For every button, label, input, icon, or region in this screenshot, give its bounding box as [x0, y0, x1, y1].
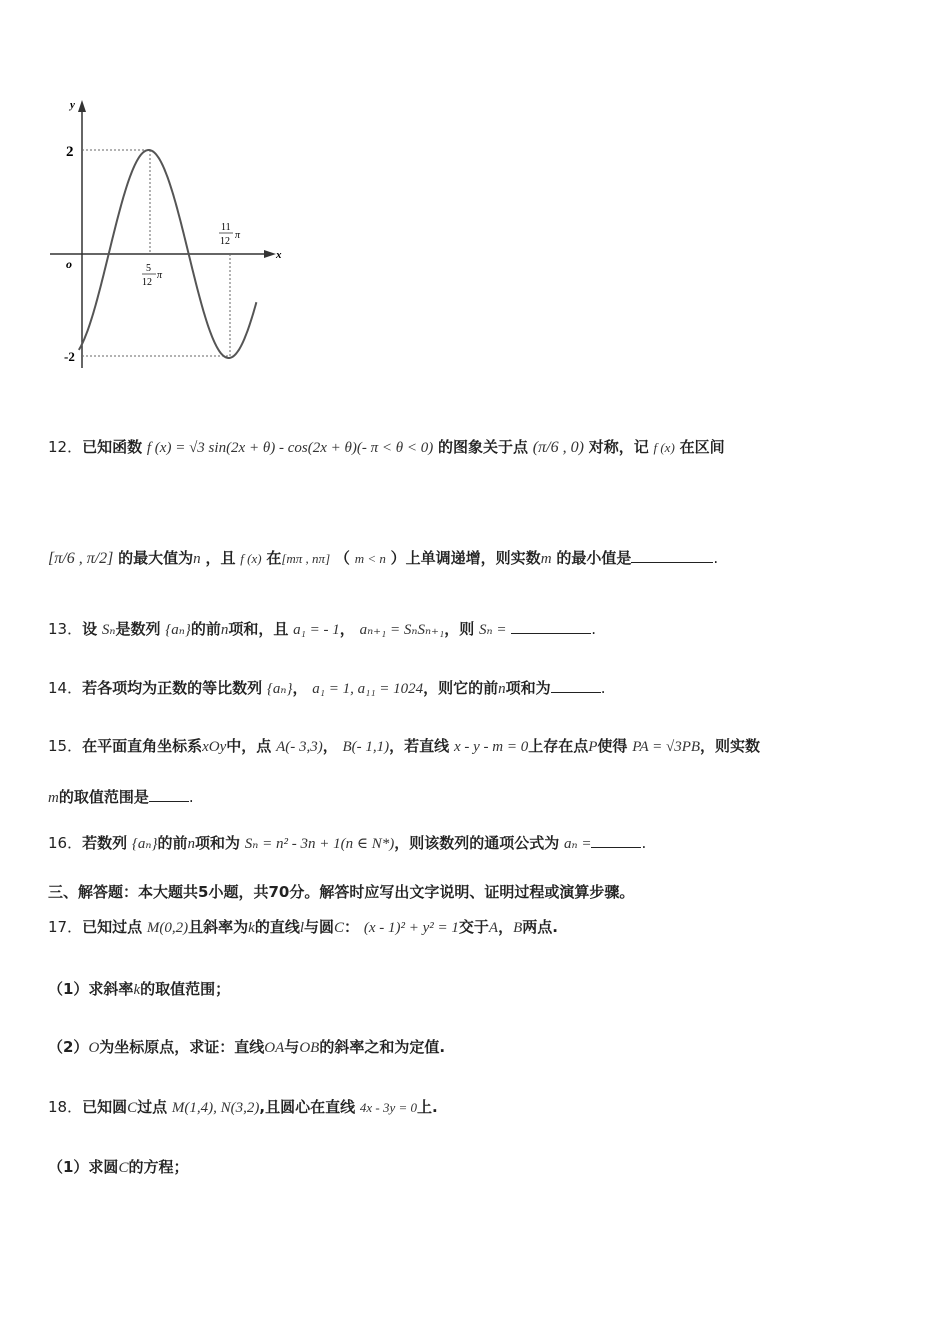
q18-text: 已知圆	[82, 1098, 128, 1116]
q17-part1	[48, 978, 230, 999]
tick-peak-num: 5	[146, 263, 151, 274]
sine-graph	[40, 90, 340, 390]
q12-num: 12．	[48, 438, 83, 456]
q15-text: ，	[322, 737, 338, 755]
q16-text: 项和为	[194, 834, 240, 852]
q12-mn-interval: [mπ , nπ]	[281, 551, 331, 566]
q18-line	[48, 1096, 438, 1117]
q16-text: 的前	[157, 834, 188, 852]
q13-text: ，则	[444, 620, 475, 638]
q12-fx: f (x)	[653, 440, 675, 455]
q17-text: ：	[344, 918, 360, 936]
q17-text: 两点.	[522, 918, 558, 936]
q13-end: .	[591, 620, 596, 638]
q17-c: C	[334, 920, 345, 936]
q17-line	[48, 916, 558, 937]
q12-point: (π/6 , 0)	[532, 439, 584, 456]
q17-2-ob: OB	[299, 1040, 320, 1056]
q14-text: 项和为	[505, 679, 551, 697]
q17-part2	[48, 1036, 445, 1057]
q12-end: .	[713, 549, 719, 567]
q13-text: 项和，且	[228, 620, 289, 638]
q12-func: f (x) = √3 sin(2x + θ) - cos(2x + θ)(- π < θ < 0)	[146, 440, 434, 456]
q12-line2	[48, 547, 718, 568]
q12-text: ）上单调递增，则实数	[390, 549, 541, 567]
q18-text: 过点	[137, 1098, 168, 1116]
q17-1-k: k	[133, 982, 141, 998]
q13-rec: aₙ₊₁ = SₙSₙ₊₁	[359, 622, 445, 638]
q17-num: 17．	[48, 918, 83, 936]
q13-text: 的前	[190, 620, 221, 638]
q16-end: .	[641, 834, 647, 852]
answer-blank	[631, 548, 713, 563]
q12-line1	[48, 436, 725, 457]
q12-interval: [π/6 , π/2]	[48, 550, 114, 567]
q15-end: .	[188, 788, 194, 806]
q18-text: 上.	[417, 1098, 438, 1116]
q17-k: k	[248, 920, 255, 936]
q17-a: A	[488, 920, 499, 936]
q15-line: x - y - m = 0	[453, 739, 529, 755]
q17-text: 已知过点	[82, 918, 143, 936]
q18-c: C	[127, 1100, 138, 1116]
q17-text: 与圆	[304, 918, 335, 936]
q18-1-rest: 的方程；	[128, 1158, 189, 1176]
q14-text: ，则它的前	[423, 679, 499, 697]
tick-peak-den: 12	[142, 277, 152, 288]
q17-2-text: 为坐标原点，求证：直线	[99, 1038, 265, 1056]
q15-text: 中，点	[226, 737, 272, 755]
q17-b: B	[513, 920, 523, 936]
q12-m: m	[540, 551, 552, 567]
q13-num: 13．	[48, 620, 83, 638]
q18-pts: M(1,4), N(3,2)	[171, 1100, 260, 1116]
q12-text: 的最大值为	[118, 549, 194, 567]
q15-text: ，则实数	[700, 737, 761, 755]
q17-2-text: 与	[284, 1038, 300, 1056]
q14-text: 若各项均为正数的等比数列	[82, 679, 263, 697]
q12-text: 对称，记	[588, 438, 649, 456]
answer-blank	[591, 833, 641, 848]
origin-label: o	[66, 257, 72, 271]
q15-line1	[48, 735, 760, 756]
q15-text: 使得	[597, 737, 628, 755]
y-max-label: 2	[66, 144, 74, 160]
q14-line	[48, 677, 605, 698]
q13-a1: a₁ = - 1	[293, 622, 340, 638]
q17-l: l	[299, 920, 305, 936]
q12-fx2: f (x)	[240, 551, 262, 566]
q12-text: 的图象关于点	[437, 438, 528, 456]
tick-trough-pi: π	[235, 230, 241, 241]
q13-text: 是数列	[115, 620, 161, 638]
q14-end: .	[600, 679, 606, 697]
q13-text: ，	[339, 620, 355, 638]
q17-m: M(0,2)	[146, 920, 189, 936]
q15-text: 在平面直角坐标系	[82, 737, 203, 755]
answer-blank	[511, 619, 591, 634]
q15-p: P	[588, 739, 598, 755]
q17-1-label: （1）求斜率	[48, 980, 134, 998]
q16-text: ，则该数列的通项公式为	[394, 834, 560, 852]
y-axis-arrow	[78, 100, 86, 112]
q12-text: ，且	[205, 549, 236, 567]
q16-n: n	[187, 836, 195, 852]
q12-n: n	[193, 551, 201, 567]
tick-peak-pi: π	[157, 270, 163, 281]
answer-blank	[551, 678, 601, 693]
q15-b: B(- 1,1)	[342, 739, 390, 755]
q12-text: （	[334, 549, 350, 567]
q12-text: 在	[266, 549, 282, 567]
q17-2-o: O	[88, 1040, 100, 1056]
q16-num: 16．	[48, 834, 83, 852]
q17-2-oa: OA	[264, 1040, 285, 1056]
x-axis-label: x	[276, 249, 282, 261]
q17-2-label: （2）	[48, 1038, 89, 1056]
q13-n: n	[220, 622, 229, 638]
q17-circle: (x - 1)² + y² = 1	[363, 920, 459, 936]
q14-num: 14．	[48, 679, 83, 697]
q13-line	[48, 618, 596, 639]
q17-text: ，	[498, 918, 514, 936]
q14-text: ，	[292, 679, 308, 697]
q18-text: ,且圆心在直线	[259, 1098, 356, 1116]
answer-blank	[149, 787, 189, 802]
q17-2-text: 的斜率之和为定值.	[319, 1038, 446, 1056]
x-axis-arrow	[264, 250, 276, 258]
q13-sn2: Sₙ =	[478, 622, 507, 638]
q16-an2: aₙ =	[564, 836, 592, 852]
q13-sn: Sₙ	[101, 622, 116, 638]
q17-text: 且斜率为	[188, 918, 249, 936]
q16-sn: Sₙ = n² - 3n + 1(n ∈ N*)	[244, 836, 395, 852]
q15-xoy: xOy	[202, 739, 227, 755]
q17-text: 的直线	[254, 918, 300, 936]
q15-a: A(- 3,3)	[276, 739, 323, 755]
q16-line	[48, 832, 646, 853]
q14-an: {aₙ}	[266, 681, 293, 697]
q15-text: 上存在点	[528, 737, 589, 755]
q16-an: {aₙ}	[131, 836, 158, 852]
tick-trough-num: 11	[221, 222, 231, 233]
q16-text: 若数列	[82, 834, 128, 852]
q18-1-label: （1）求圆	[48, 1158, 119, 1176]
q12-text: 已知函数	[82, 438, 143, 456]
q14-n: n	[498, 681, 506, 697]
y-axis-label: y	[70, 99, 75, 111]
q12-cond: m < n	[354, 551, 386, 566]
section-3-heading: 三、解答题：本大题共5小题，共70分。解答时应写出文字说明、证明过程或演算步骤。	[48, 883, 635, 901]
q17-text: 交于	[458, 918, 489, 936]
q15-text: 的取值范围是	[58, 788, 149, 806]
q12-text: 的最小值是	[556, 549, 632, 567]
q18-line-eq: 4x - 3y = 0	[359, 1100, 418, 1115]
tick-trough-den: 12	[220, 236, 230, 247]
q18-part1	[48, 1156, 188, 1177]
q18-num: 18．	[48, 1098, 83, 1116]
q13-text: 设	[82, 620, 98, 638]
q15-line2	[48, 786, 194, 807]
q15-rel: PA = √3PB	[632, 739, 701, 755]
q15-num: 15．	[48, 737, 83, 755]
q17-1-rest: 的取值范围；	[140, 980, 231, 998]
q15-m: m	[48, 790, 59, 806]
y-min-label: -2	[64, 349, 75, 364]
q18-1-c: C	[118, 1160, 129, 1176]
q14-cond: a₁ = 1, a₁₁ = 1024	[312, 681, 424, 697]
q15-text: ，若直线	[389, 737, 450, 755]
q12-text: 在区间	[679, 438, 725, 456]
q13-an: {aₙ}	[165, 622, 191, 638]
